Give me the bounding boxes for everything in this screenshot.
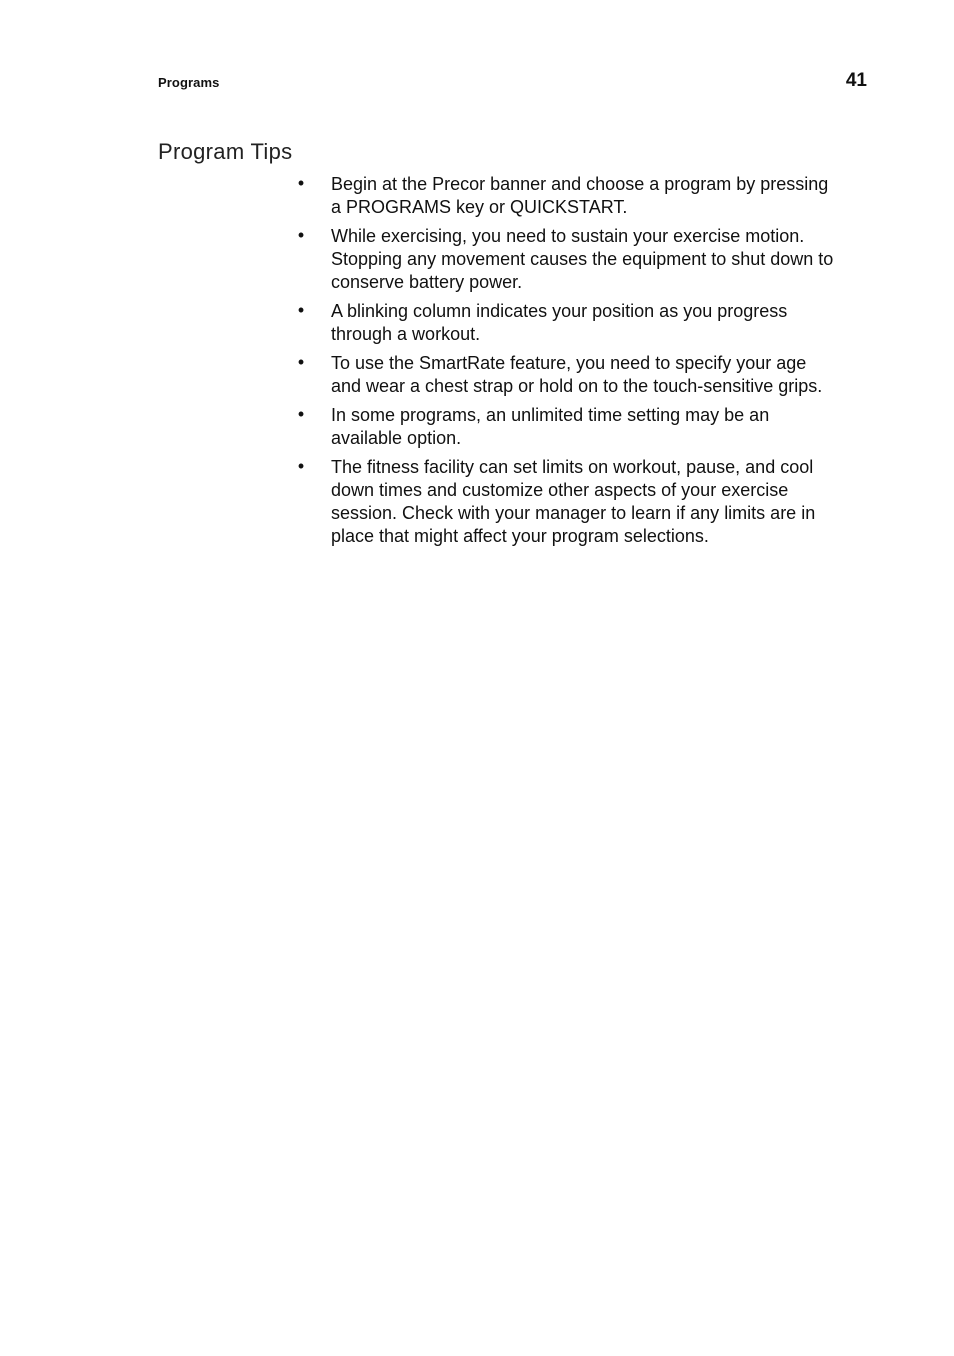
bullet-icon: • bbox=[297, 173, 305, 193]
list-item bbox=[295, 225, 840, 294]
page-number: 41 bbox=[845, 70, 867, 91]
list-item bbox=[295, 300, 840, 346]
tips-list bbox=[295, 173, 840, 554]
bullet-icon: • bbox=[297, 300, 305, 320]
tip-text: Begin at the Precor banner and choose a program by pressing a PROGRAMS key or QUICKSTART. bbox=[331, 174, 829, 217]
list-item bbox=[295, 352, 840, 398]
list-item bbox=[295, 456, 840, 548]
tip-text: To use the SmartRate feature, you need to specify your age and wear a chest strap or hold on to the touch-sensitive grips. bbox=[331, 353, 823, 396]
list-item bbox=[295, 404, 840, 450]
bullet-icon: • bbox=[297, 352, 305, 372]
running-head: Programs bbox=[158, 75, 220, 90]
list-item bbox=[295, 173, 840, 219]
tip-text: In some programs, an unlimited time setting may be an available option. bbox=[331, 405, 770, 448]
tip-text: The fitness facility can set limits on workout, pause, and cool down times and customize other aspects of your exercise session. Check with your manager to learn if any limits are in place that might affect your program selections. bbox=[331, 457, 816, 546]
section-title: Program Tips bbox=[158, 139, 293, 164]
bullet-icon: • bbox=[297, 225, 305, 245]
tip-text: While exercising, you need to sustain your exercise motion. Stopping any movement causes the equipment to shut down to conserve battery power. bbox=[331, 226, 834, 292]
bullet-icon: • bbox=[297, 404, 305, 424]
tip-text: A blinking column indicates your position as you progress through a workout. bbox=[331, 301, 788, 344]
bullet-icon: • bbox=[297, 456, 305, 476]
